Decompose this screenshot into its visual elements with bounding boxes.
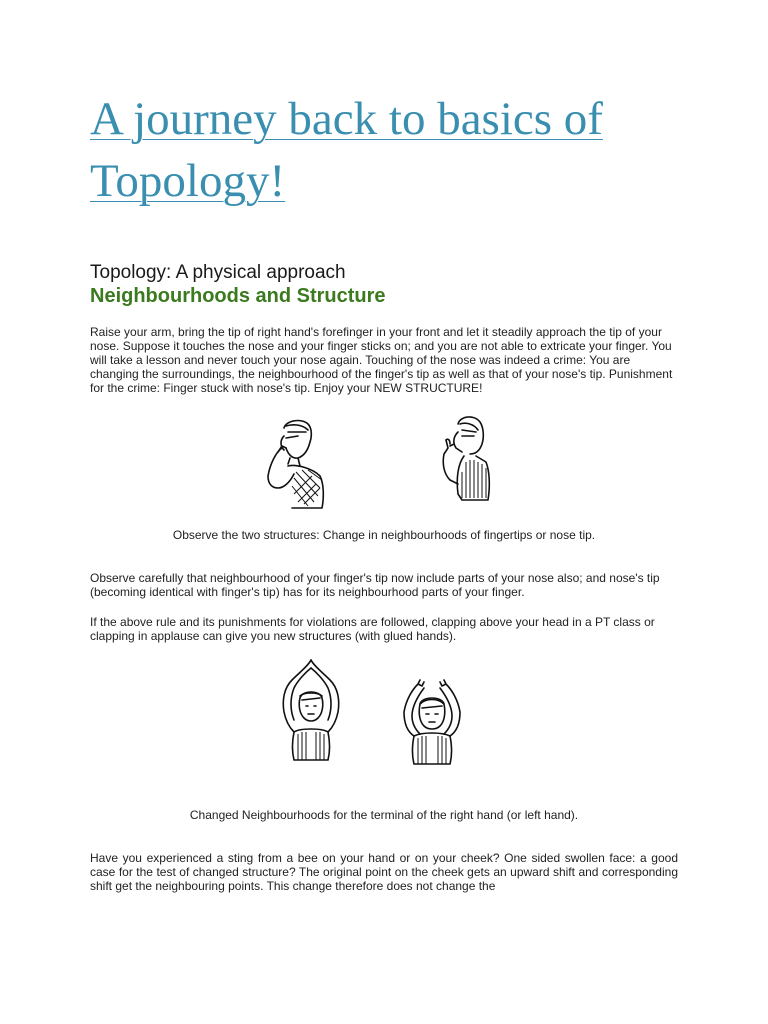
figure-caption-2: Changed Neighbourhoods for the terminal of the right hand (or left hand). xyxy=(189,808,579,822)
paragraph-clapping: If the above rule and its punishments for violations are followed, clapping above your head in a PT class or clapping in applause can give you new structures (with glued hands). xyxy=(90,615,655,643)
section-heading: Neighbourhoods and Structure xyxy=(90,285,386,307)
subtitle: Topology: A physical approach xyxy=(90,262,346,283)
paragraph-intro: Raise your arm, bring the tip of right hand's forefinger in your front and let it steadily approach the tip of your nose. Suppose it touches the nose and your finger sticks on; and you are not able to extricate your finger. You will take a lesson and never touch your nose again. Touching of the nose was indeed a crime: You are changing the surroundings, the neighbourhood of the finger's tip as well as that of your nose's tip. Punishment for the crime: Finger stuck with nose's tip. Enjoy your NEW STRUCTURE! xyxy=(90,325,673,395)
man-hands-raised-above-head-illustration xyxy=(398,676,466,766)
figure-caption-1: Observe the two structures: Change in neighbourhoods of fingertips or nose tip. xyxy=(172,528,596,542)
man-finger-near-nose-illustration xyxy=(432,414,500,506)
man-hands-joined-above-head-illustration xyxy=(278,656,344,764)
paragraph-neighbourhood: Observe carefully that neighbourhood of your finger's tip now include parts of your nose also; and nose's tip (becoming identical with finger's tip) has for its neighbourhood parts of your finger. xyxy=(90,571,660,599)
man-touching-nose-illustration xyxy=(262,418,332,512)
paragraph-bee-sting: Have you experienced a sting from a bee on your hand or on your cheek? One sided swollen face: a good case for the test of changed structure? The original point on the cheek gets an upward shift and corresponding shift get the neighbouring points. This change therefore does not change the xyxy=(90,851,678,893)
document-title[interactable]: A journey back to basics of Topology! xyxy=(90,93,603,207)
